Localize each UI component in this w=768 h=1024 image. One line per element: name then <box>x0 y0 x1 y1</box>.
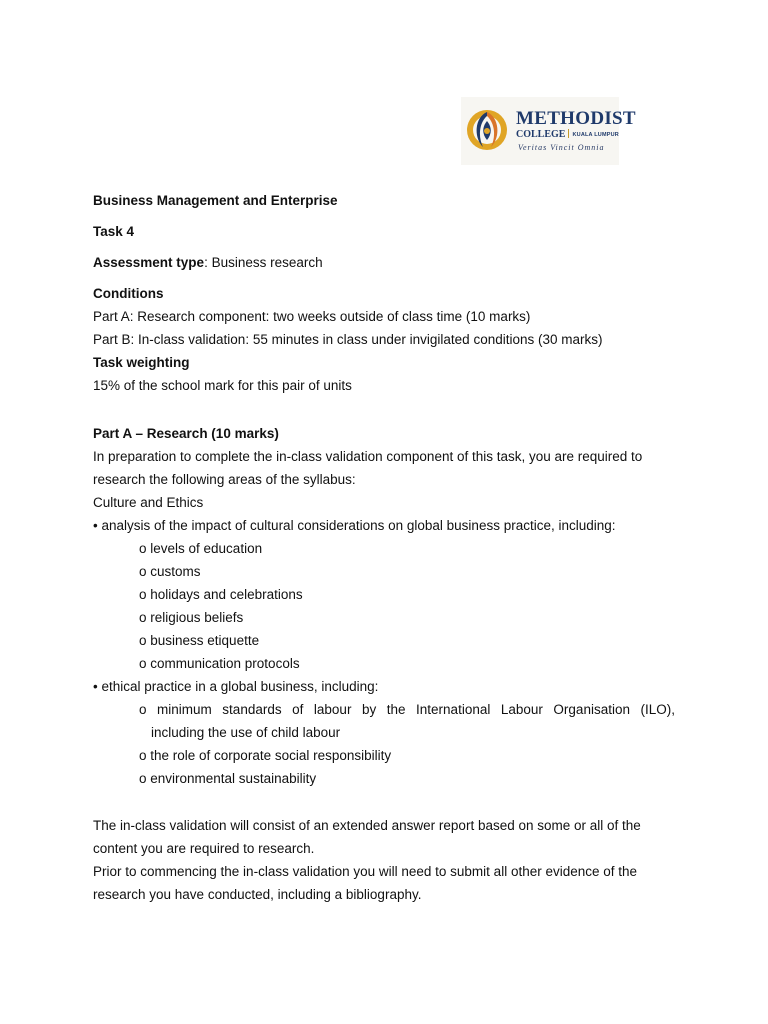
part-a-heading: Part A – Research (10 marks) <box>93 426 279 441</box>
college-crest-icon <box>465 107 513 155</box>
list-item: o levels of education <box>139 541 263 556</box>
list-item: o holidays and celebrations <box>139 587 303 602</box>
list-item: o religious beliefs <box>139 610 244 625</box>
conditions-heading: Conditions <box>93 286 164 301</box>
course-title: Business Management and Enterprise <box>93 193 338 208</box>
list-item: o communication protocols <box>139 656 300 671</box>
closing-line4: research you have conducted, including a bibliography. <box>93 887 422 902</box>
logo-motto: Veritas Vincit Omnia <box>518 143 605 152</box>
college-logo <box>461 97 636 165</box>
list-item: o the role of corporate social responsibility <box>139 748 392 763</box>
logo-separator <box>568 129 569 138</box>
weighting-heading: Task weighting <box>93 355 190 370</box>
logo-college: COLLEGE <box>516 129 566 140</box>
list-item: o customs <box>139 564 201 579</box>
logo-college-line <box>516 129 619 140</box>
syllabus-area: Culture and Ethics <box>93 495 204 510</box>
bullet-cultural: • analysis of the impact of cultural considerations on global business practice, including: <box>93 518 616 533</box>
list-item: o minimum standards of labour by the International Labour Organisation (ILO), <box>139 702 675 717</box>
part-a-intro-line2: research the following areas of the syllabus: <box>93 472 356 487</box>
bullet-ethical: • ethical practice in a global business, including: <box>93 679 379 694</box>
closing-line3: Prior to commencing the in-class validation you will need to submit all other evidence of the <box>93 864 638 879</box>
assessment-type <box>93 255 323 271</box>
logo-city: KUALA LUMPUR <box>572 132 619 138</box>
weighting-value: 15% of the school mark for this pair of units <box>93 378 352 393</box>
assessment-type-value: : Business research <box>204 255 323 270</box>
condition-part-b: Part B: In-class validation: 55 minutes in class under invigilated conditions (30 marks) <box>93 332 603 347</box>
logo-name: METHODIST <box>516 108 636 129</box>
closing-line1: The in-class validation will consist of an extended answer report based on some or all of the <box>93 818 641 833</box>
assessment-type-label: Assessment type <box>93 255 205 270</box>
task-number: Task 4 <box>93 224 135 239</box>
list-item-continuation: including the use of child labour <box>151 725 341 740</box>
part-a-intro-line1: In preparation to complete the in-class validation component of this task, you are required to <box>93 449 643 464</box>
list-item: o business etiquette <box>139 633 260 648</box>
list-item: o environmental sustainability <box>139 771 317 786</box>
closing-line2: content you are required to research. <box>93 841 315 856</box>
condition-part-a: Part A: Research component: two weeks outside of class time (10 marks) <box>93 309 531 324</box>
